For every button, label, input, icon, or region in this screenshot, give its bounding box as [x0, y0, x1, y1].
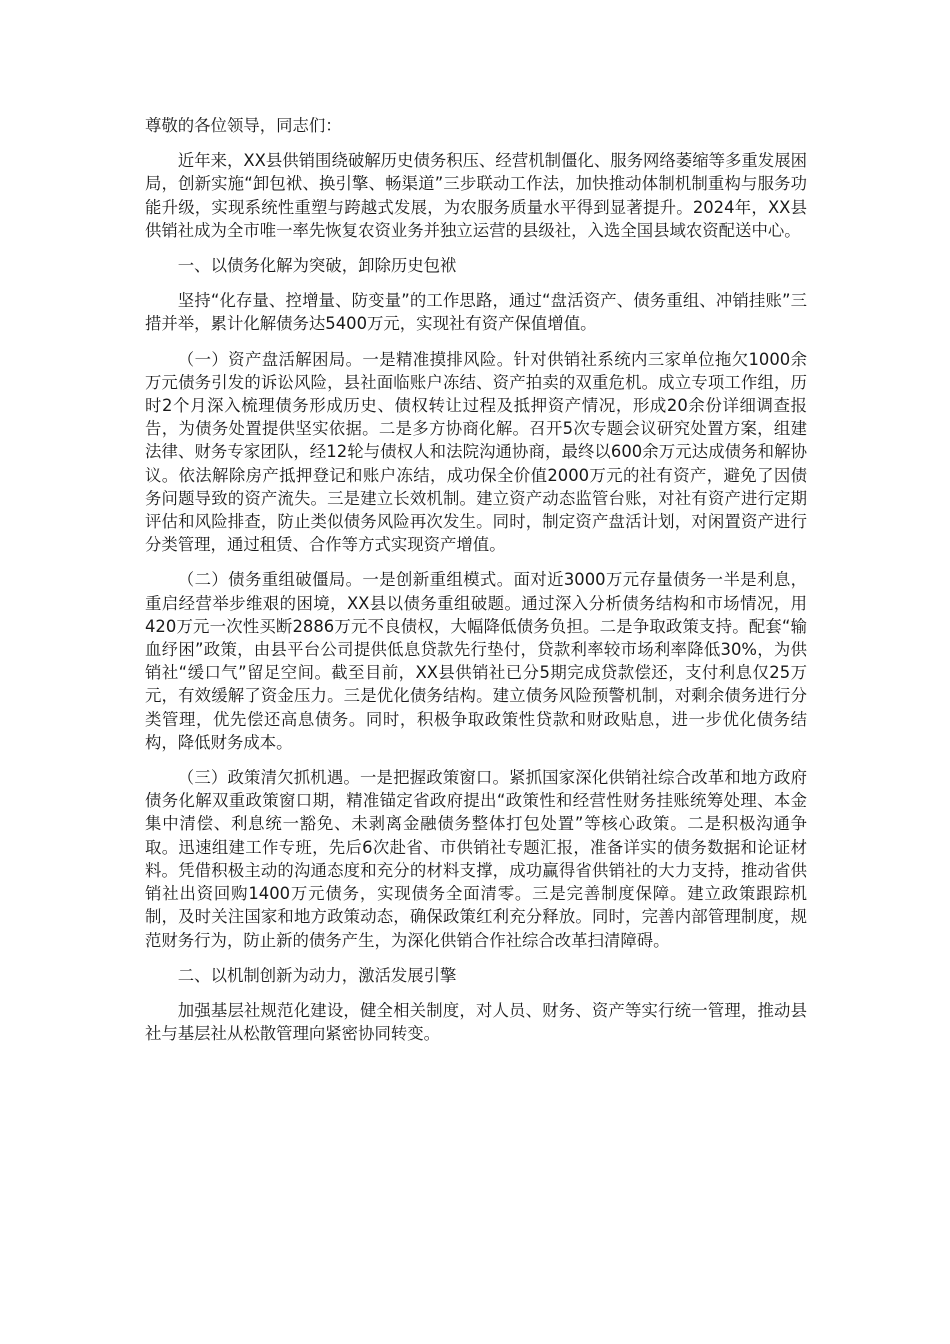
subsection-1: （一）资产盘活解困局。一是精准摸排风险。针对供销社系统内三家单位拖欠1000余万元债务引发的诉讼风险，县社面临账户冻结、资产拍卖的双重危机。成立专项工作组，历时2个月深入梳理债务形成历史、债权转让过程及抵押资产情况，形成20余份详细调查报告，为债务处置提供坚实依据。二是多方协商化解。召开5次专题会议研究处置方案，组建法律、财务专家团队，经12轮与债权人和法院沟通协商，最终以600余万元达成债务和解协议。依法解除房产抵押登记和账户冻结，成功保全价值2000万元的社有资产，避免了因债务问题导致的资产流失。三是建立长效机制。建立资产动态监管台账，对社有资产进行定期评估和风险排查，防止类似债务风险再次发生。同时，制定资产盘活计划，对闲置资产进行分类管理，通过租赁、合作等方式实现资产增值。 [145, 349, 807, 555]
document-page [145, 114, 807, 1057]
section-2-intro: 加强基层社规范化建设，健全相关制度，对人员、财务、资产等实行统一管理，推动县社与基层社从松散管理向紧密协同转变。 [145, 1000, 807, 1044]
section-2-heading: 二、以机制创新为动力，激活发展引擎 [177, 965, 457, 985]
intro-paragraph: 近年来，XX县供销围绕破解历史债务积压、经营机制僵化、服务网络萎缩等多重发展困局，创新实施“卸包袱、换引擎、畅渠道”三步联动工作法，加快推动体制机制重构与服务功能升级，实现系统性重塑与跨越式发展，为农服务质量水平得到显著提升。2024年，XX县供销社成为全市唯一率先恢复农资业务并独立运营的县级社，入选全国县域农资配送中心。 [145, 151, 807, 240]
subsection-2: （二）债务重组破僵局。一是创新重组模式。面对近3000万元存量债务一半是利息，重启经营举步维艰的困境，XX县以债务重组破题。通过深入分析债务结构和市场情况，用420万元一次性买断2886万元不良债权，大幅降低债务负担。二是争取政策支持。配套“输血纾困”政策，由县平台公司提供低息贷款先行垫付，贷款利率较市场利率降低30%，为供销社“缓口气”留足空间。截至目前，XX县供销社已分5期完成贷款偿还，支付利息仅25万元，有效缓解了资金压力。三是优化债务结构。建立债务风险预警机制，对剩余债务进行分类管理，优先偿还高息债务。同时，积极争取政策性贷款和财政贴息，进一步优化债务结构，降低财务成本。 [145, 570, 807, 752]
subsection-3: （三）政策清欠抓机遇。一是把握政策窗口。紧抓国家深化供销社综合改革和地方政府债务化解双重政策窗口期，精准锚定省政府提出“政策性和经营性财务挂账统筹处理、本金集中清偿、利息统一豁免、未剥离金融债务整体打包处置”等核心政策。二是积极沟通争取。迅速组建工作专班，先后6次赴省、市供销社专题汇报，准备详实的债务数据和论证材料。凭借积极主动的沟通态度和充分的材料支撑，成功赢得省供销社的大力支持，推动省供销社出资回购1400万元债务，实现债务全面清零。三是完善制度保障。建立政策跟踪机制，及时关注国家和地方政策动态，确保政策红利充分释放。同时，完善内部管理制度，规范财务行为，防止新的债务产生，为深化供销合作社综合改革扫清障碍。 [145, 768, 807, 950]
section-1-intro: 坚持“化存量、控增量、防变量”的工作思路，通过“盘活资产、债务重组、冲销挂账”三措并举，累计化解债务达5400万元，实现社有资产保值增值。 [145, 291, 807, 334]
section-1-heading: 一、以债务化解为突破，卸除历史包袱 [177, 256, 457, 276]
greeting: 尊敬的各位领导，同志们： [145, 116, 342, 135]
